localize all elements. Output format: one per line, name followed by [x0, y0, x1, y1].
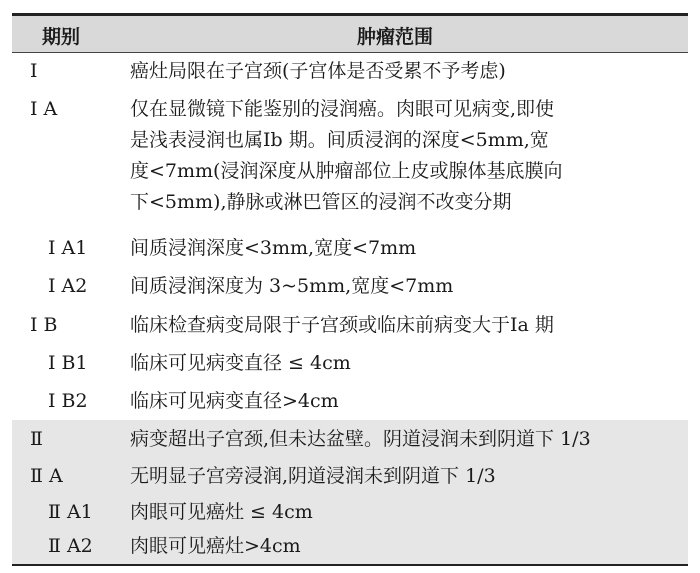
- row-description: [130, 424, 686, 455]
- row-period: Ⅰ A2: [48, 275, 88, 297]
- row-description: [130, 233, 686, 264]
- row-period: Ⅰ B: [30, 314, 58, 336]
- description-line: 病变超出子宫颈,但未达盆壁。阴道浸润未到阴道下 1/3: [130, 428, 591, 450]
- row-description: [130, 56, 686, 87]
- description-line: 无明显子宫旁浸润,阴道浸润未到阴道下 1/3: [130, 465, 496, 487]
- description-line: 临床检查病变局限于子宫颈或临床前病变大于Ⅰa 期: [130, 314, 554, 336]
- description-line: 是浅表浸润也属Ⅰb 期。间质浸润的深度<5mm,宽: [130, 129, 549, 151]
- staging-table: [12, 0, 688, 573]
- row-description: [130, 310, 686, 341]
- description-line: 肉眼可见癌灶 ≤ 4cm: [130, 501, 313, 523]
- row-period: Ⅱ A2: [48, 535, 93, 557]
- description-line: 间质浸润深度<3mm,宽度<7mm: [130, 237, 417, 259]
- bottom-rule: [12, 564, 688, 566]
- row-period: Ⅰ A: [30, 98, 58, 120]
- row-description: [130, 271, 686, 302]
- header-period: 期别: [42, 26, 81, 48]
- row-description: [130, 94, 686, 218]
- description-line: 癌灶局限在子宫颈(子宫体是否受累不予考虑): [130, 60, 506, 82]
- table-header: [12, 16, 688, 52]
- row-period: Ⅰ B2: [48, 390, 88, 412]
- description-line: 临床可见病变直径>4cm: [130, 390, 339, 412]
- row-description: [130, 386, 686, 417]
- row-period: Ⅱ: [30, 428, 43, 450]
- row-description: [130, 461, 686, 492]
- row-description: [130, 497, 686, 528]
- row-period: Ⅰ A1: [48, 237, 88, 259]
- header-range: 肿瘤范围: [357, 26, 434, 48]
- description-line: 间质浸润深度为 3~5mm,宽度<7mm: [130, 275, 454, 297]
- description-line: 仅在显微镜下能鉴别的浸润癌。肉眼可见病变,即使: [130, 98, 555, 120]
- row-description: [130, 348, 686, 379]
- header-rule: [12, 52, 688, 53]
- description-line: 肉眼可见癌灶>4cm: [130, 535, 301, 557]
- row-description: [130, 531, 686, 562]
- row-period: Ⅱ A: [30, 465, 63, 487]
- description-line: 度<7mm(浸润深度从肿瘤部位上皮或腺体基底膜向: [130, 160, 563, 182]
- row-period: Ⅱ A1: [48, 501, 93, 523]
- description-line: 下<5mm),静脉或淋巴管区的浸润不改变分期: [130, 191, 512, 213]
- description-line: 临床可见病变直径 ≤ 4cm: [130, 352, 351, 374]
- row-period: Ⅰ: [30, 60, 38, 82]
- row-period: Ⅰ B1: [48, 352, 88, 374]
